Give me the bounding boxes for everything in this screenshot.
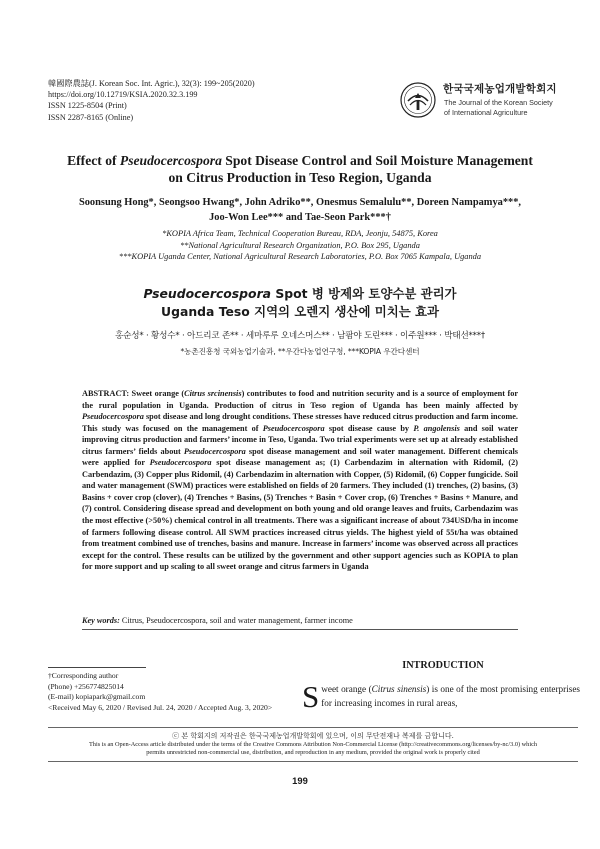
doi-link[interactable]: https://doi.org/10.12719/KSIA.2020.32.3.199 — [48, 90, 198, 100]
license-line-1: This is an Open-Access article distributed under the terms of the Creative Commons Attribution Non-Commercial License (http://creativecommons.org/licenses/by-nc/3.0) which — [88, 741, 538, 748]
article-title-korean: Pseudocercospora Spot 병 방제와 토양수분 관리가 Uganda Teso 지역의 오렌지 생산에 미치는 효과 — [143, 286, 457, 319]
copyright-korean: ⓒ 본 학회지의 저작권은 한국국제농업개발학회에 있으며, 이의 무단전재나 복제를 금합니다. — [172, 732, 454, 740]
affiliation-3: ***KOPIA Uganda Center, National Agricultural Research Laboratories, P.O. Box 7065 Kampala, Uganda — [118, 252, 482, 262]
issn-online: ISSN 2287-8165 (Online) — [48, 112, 134, 122]
society-name-english: The Journal of the Korean Society of International Agriculture — [444, 98, 553, 117]
introduction-heading: INTRODUCTION — [402, 660, 484, 671]
society-name-korean: 한국국제농업개발학회지 — [443, 83, 557, 95]
affiliation-2: **National Agricultural Research Organization, P.O. Box 295, Uganda — [180, 240, 420, 250]
journal-citation: 韓國際農誌(J. Korean Soc. Int. Agric.), 32(3): 199~205(2020) — [48, 79, 255, 88]
keywords: Key words: Citrus, Pseudocercospora, soil and water management, farmer income — [82, 616, 353, 625]
license-line-2: permits unrestricted non-commercial use, distribution, and reproduction in any medium, provided the original work is properly cited — [146, 749, 480, 757]
society-logo-icon — [400, 82, 436, 118]
footnote-divider — [48, 667, 146, 668]
journal-header — [48, 78, 255, 123]
issn-print: ISSN 1225-8504 (Print) — [48, 101, 127, 111]
introduction-text: Sweet orange (Citrus sinensis) is one of the most promising enterprises for increasing incomes in rural areas, — [302, 679, 580, 714]
corresponding-author-footnote: †Corresponding author (Phone) +256774825014 (E-mail) kopiapark@gmail.com <Received May 6, 2020 / Revised Jul. 24, 2020 / Accepted Aug. 3, 2020> — [48, 671, 273, 712]
affiliations-english — [30, 228, 570, 263]
affiliation-1: *KOPIA Africa Team, Technical Cooperation Bureau, RDA, Jeonju, 54875, Korea — [162, 229, 438, 238]
authors-korean: 홍순성* · 황성수* · 아드리코 존** · 세마루루 오네스머스** · 남팜야 도린*** · 이주원*** · 박태선***† — [115, 331, 485, 341]
affiliations-korean: *농촌진흥청 국외농업기술과, **우간다농업연구청, ***KOPIA 우간다센터 — [180, 347, 420, 356]
authors-english: Soonsung Hong*, Seongsoo Hwang*, John Adriko**, Onesmus Semalulu**, Doreen Nampamya***, Joo-Won Lee*** and Tae-Seon Park***† — [78, 197, 522, 223]
keywords-divider — [82, 629, 518, 630]
abstract: ABSTRACT: Sweet orange (Citrus srcinensis) contributes to food and nutrition security and is a source of employment for the rural population in Uganda. Production of citrus in Teso region of Uganda has been mainly affected by Pseudocercospora spot disease and long drought conditions. These stresses have reduced citrus production and farm income. This study was focused on the management of Pseudocercospora spot disease cause by P. angolensis and soil water improving citrus production and farmers’ income in Teso, Uganda. Two trial experiments were set up at already established citrus farmers’ fields about Pseudocercospora spot disease management and soil water management. Different chemicals were applied for Pseudocercospora spot disease management as; (1) Carbendazim in alternation with Ridomil, (2) Carbendazim, (3) Copper plus Ridomil, (4) Carbendazim in alternation with Copper, (5) Ridomil, (6) Copper fungicide. Soil and water management (SWM) practices were established on fields of 20 farmers. They included (1) trenches, (2) basins, (3) Basins + cover crop (clover), (4) Trenches + Basins, (5) Trenches + Basin + Cover crop, (6) Trenches + Basins + Manure, and (7) control. Considering disease spread and development on both young and old orange leaves and fruits, Carbendazim was the most effective (>50%) chemical control in all treatments. There was a significant increase of about 734USD/ha in income of farmers following disease control. All SWM practices increased citrus yields. The highest yield of 55t/ha was obtained from treatment combined use of trenches, basins and manure. Increase in farmers’ income was observed across all practices except for the control. These results can be utilized by the government and other support agencies such as KOPIA to plan for more support and up scaling to all sweet orange and citrus farmers in Uganda — [82, 389, 519, 572]
drop-cap: S — [302, 679, 320, 714]
article-title-english: Effect of Pseudocercospora Spot Disease Control and Soil Moisture Management on Citrus Production in Teso Region, Uganda — [67, 153, 533, 185]
copyright-notice — [48, 727, 578, 762]
page-number: 199 — [292, 775, 308, 786]
